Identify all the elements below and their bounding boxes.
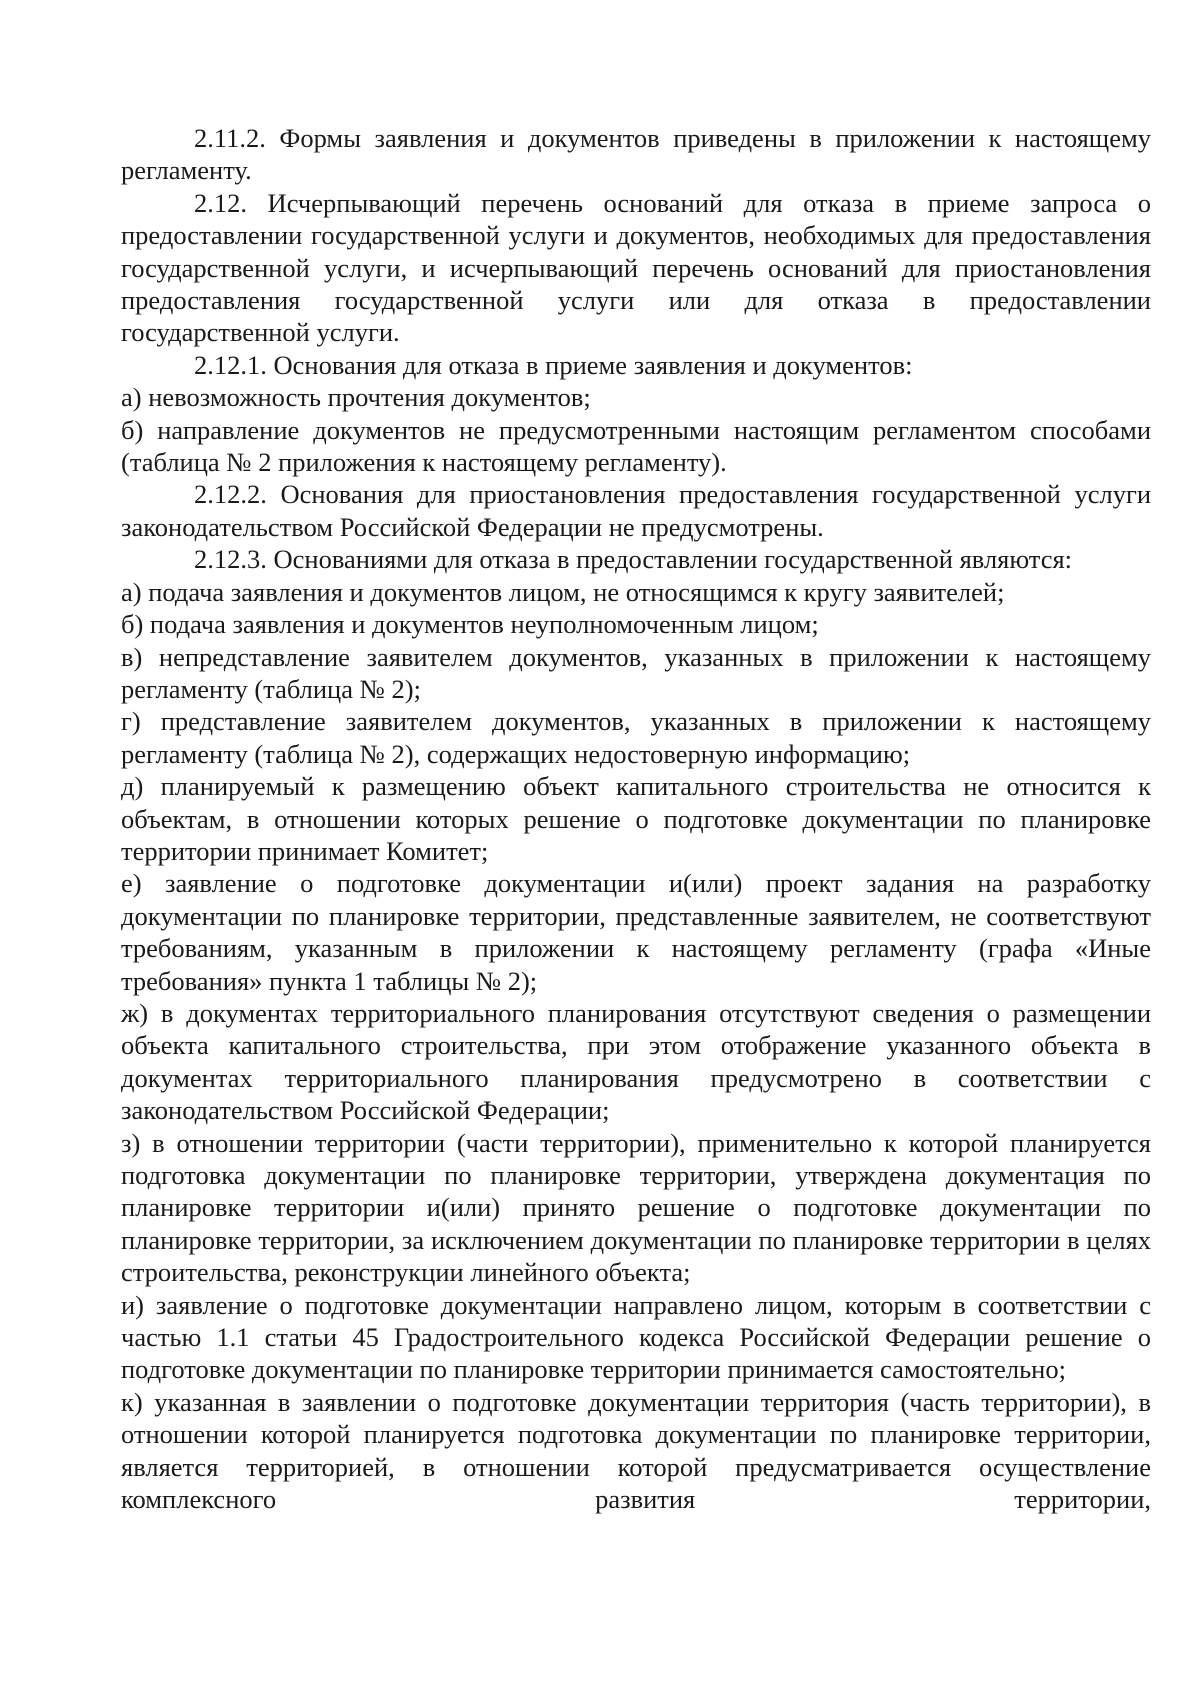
list-item-a: а) подача заявления и документов лицом, не относящимся к кругу заявителей; xyxy=(121,576,1005,607)
paragraph-2-12: 2.12. Исчерпывающий перечень оснований для отказа в приеме запроса о предоставлении государственной услуги и документов, необходимых для предоставления государственной услуги, и исчерпывающий перечень оснований для приостановления предоставления государственной услуги или для отказа в предоставлении государственной услуги. xyxy=(121,187,1151,348)
list-item-e: е) заявление о подготовке документации и(или) проект задания на разработку документации по планировке территории, представленные заявителем, не соответствуют требованиям, указанным в приложении к настоящему регламенту (графа «Иные требования» пункта 1 таблицы № 2); xyxy=(121,868,1151,996)
list-item-zh: ж) в документах территориального планирования отсутствуют сведения о размещении объекта капитального строительства, при этом отображение указанного объекта в документах территориального планирования предусмотрено в соответствии с законодательством Российской Федерации; xyxy=(121,997,1151,1126)
list-item-k: к) указанная в заявлении о подготовке документации территория (часть территории), в отношении которой планируется подготовка документации по планировке территории, является территорией, в отношении которой предусматривается осуществление комплексного развития территории, xyxy=(121,1386,1151,1515)
document-body xyxy=(121,122,1151,1515)
list-item-z: з) в отношении территории (части территории), применительно к которой планируется подготовка документации по планировке территории, утверждена документация по планировке территории и(или) принято решение о подготовке документации по планировке территории, за исключением документации по планировке территории в целях строительства, реконструкции линейного объекта; xyxy=(121,1127,1151,1288)
list-item-b: б) подача заявления и документов неуполномоченным лицом; xyxy=(121,609,819,640)
paragraph-2-11-2: 2.11.2. Формы заявления и документов приведены в приложении к настоящему регламенту. xyxy=(121,123,1151,186)
list-item-a: а) невозможность прочтения документов; xyxy=(121,382,591,413)
list-item-g: г) представление заявителем документов, указанных в приложении к настоящему регламенту (таблица № 2), содержащих недостоверную информацию; xyxy=(121,706,1151,769)
list-item-v: в) непредставление заявителем документов, указанных в приложении к настоящему регламенту (таблица № 2); xyxy=(121,641,1151,704)
list-item-i: и) заявление о подготовке документации направлено лицом, которым в соответствии с частью 1.1 статьи 45 Градостроительного кодекса Российской Федерации решение о подготовке документации по планировке территории принимается самостоятельно; xyxy=(121,1289,1151,1385)
paragraph-2-12-1: 2.12.1. Основания для отказа в приеме заявления и документов: xyxy=(194,349,913,380)
paragraph-2-12-3: 2.12.3. Основаниями для отказа в предоставлении государственной являются: xyxy=(194,544,1073,575)
paragraph-2-12-2: 2.12.2. Основания для приостановления предоставления государственной услуги законодательством Российской Федерации не предусмотрены. xyxy=(121,479,1151,542)
list-item-b: б) направление документов не предусмотренными настоящим регламентом способами (таблица № 2 приложения к настоящему регламенту). xyxy=(121,414,1151,478)
list-item-d: д) планируемый к размещению объект капитального строительства не относится к объектам, в отношении которых решение о подготовке документации по планировке территории принимает Комитет; xyxy=(121,771,1151,866)
